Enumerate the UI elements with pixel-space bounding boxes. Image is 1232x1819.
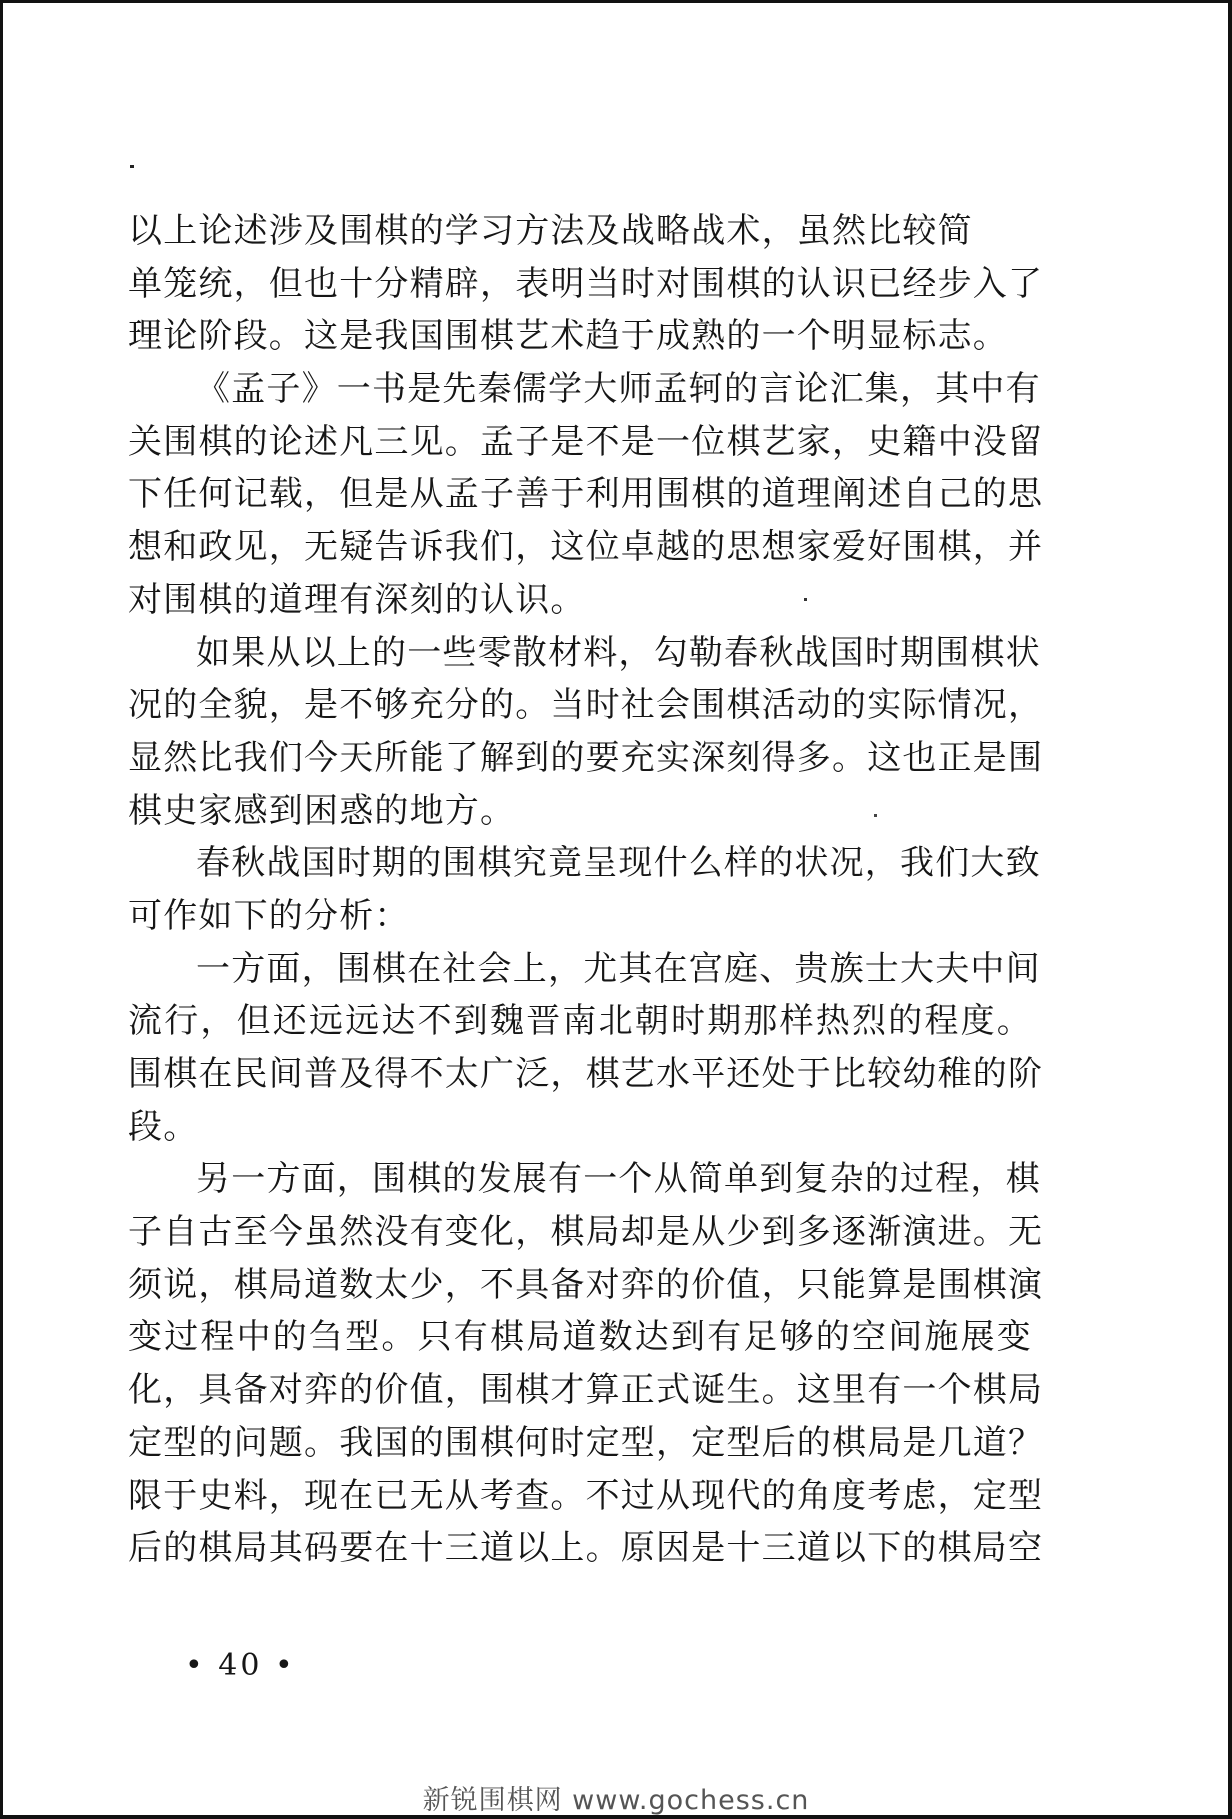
text-line: 流行，但还远远达不到魏晋南北朝时期那样热烈的程度。 <box>128 1001 1033 1042</box>
text-line: 化，具备对弈的价值，围棋才算正式诞生。这里有一个棋局 <box>128 1370 1044 1411</box>
scan-speck <box>130 165 134 168</box>
text-line: 显然比我们今天所能了解到的要充实深刻得多。这也正是围 <box>128 737 1044 778</box>
text-line: 对围棋的道理有深刻的认识。 <box>128 579 586 620</box>
text-line: 一方面，围棋在社会上，尤其在宫庭、贵族士大夫中间 <box>196 948 1041 989</box>
text-line: 想和政见，无疑告诉我们，这位卓越的思想家爱好围棋，并 <box>128 527 1044 568</box>
text-line: 围棋在民间普及得不太广泛，棋艺水平还处于比较幼稚的阶 <box>128 1054 1044 1094</box>
text-line: 须说，棋局道数太少，不具备对弈的价值，只能算是围棋演 <box>128 1264 1044 1305</box>
text-line: 后的棋局其码要在十三道以上。原因是十三道以下的棋局空 <box>128 1528 1044 1569</box>
text-line: 《孟子》一书是先秦儒学大师孟轲的言论汇集，其中有 <box>196 369 1041 410</box>
watermark: 新锐围棋网 www.gochess.cn <box>422 1785 810 1816</box>
text-line: 况的全貌，是不够充分的。当时社会围棋活动的实际情况， <box>128 685 1044 726</box>
text-line: 如果从以上的一些零散材料，勾勒春秋战国时期围棋状 <box>196 632 1041 673</box>
text-line: 段。 <box>128 1106 199 1147</box>
page-number: • 40 • <box>185 1648 296 1683</box>
text-line: 棋史家感到困惑的地方。 <box>128 790 516 831</box>
text-line: 变过程中的刍型。只有棋局道数达到有足够的空间施展变 <box>128 1317 1033 1358</box>
text-line: 子自古至今虽然没有变化，棋局却是从少到多逐渐演进。无 <box>128 1212 1044 1253</box>
text-line: 另一方面，围棋的发展有一个从简单到复杂的过程，棋 <box>196 1159 1041 1200</box>
text-line: 以上论述涉及围棋的学习方法及战略战术，虽然比较简 <box>128 211 973 251</box>
text-line: 关围棋的论述凡三见。孟子是不是一位棋艺家，史籍中没留 <box>128 421 1044 462</box>
text-line: 定型的问题。我国的围棋何时定型，定型后的棋局是几道？ <box>128 1422 1044 1463</box>
text-line: 下任何记载，但是从孟子善于利用围棋的道理阐述自己的思 <box>128 474 1044 515</box>
text-line: 可作如下的分析： <box>128 895 410 936</box>
text-line: 理论阶段。这是我国围棋艺术趋于成熟的一个明显标志。 <box>128 316 1008 357</box>
text-line: 限于史料，现在已无从考查。不过从现代的角度考虑，定型 <box>128 1475 1044 1516</box>
text-line: 春秋战国时期的围棋究竟呈现什么样的状况，我们大致 <box>196 843 1041 884</box>
body-text <box>128 205 1058 1575</box>
text-line: 单笼统，但也十分精辟，表明当时对围棋的认识已经步入了 <box>128 263 1044 304</box>
